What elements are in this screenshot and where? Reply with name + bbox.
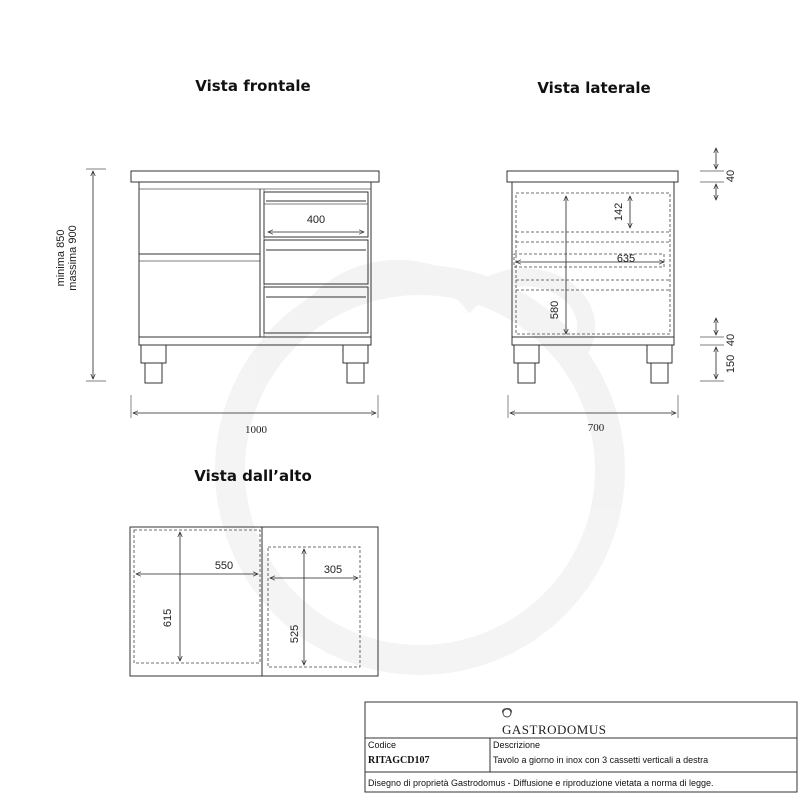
side-drawer-height-label: 142 <box>613 202 625 222</box>
ownership-footer: Disegno di proprietà Gastrodomus - Diffusione e riproduzione vietata a norma di legge. <box>368 778 714 788</box>
top-left-width-label: 550 <box>214 560 234 572</box>
code-label: Codice <box>368 740 397 750</box>
front-total-width-label: 1000 <box>245 424 267 436</box>
top-left-depth-label: 615 <box>162 608 174 628</box>
brand-name: GASTRODOMUS <box>502 722 607 737</box>
side-inner-depth-label: 635 <box>616 253 636 265</box>
description-label: Descrizione <box>493 740 541 750</box>
side-view-title: Vista laterale <box>537 79 651 97</box>
top-thickness-label: 40 <box>725 169 737 183</box>
front-drawer-width-label: 400 <box>306 214 326 226</box>
height-max-label: massima 900 <box>67 225 79 291</box>
height-min-label: minima 850 <box>55 229 67 287</box>
top-drawer-width-label: 305 <box>323 564 343 576</box>
side-inner-height-label: 580 <box>549 300 561 320</box>
top-view-title: Vista dall’alto <box>194 467 312 485</box>
top-drawer-depth-label: 525 <box>289 624 301 644</box>
code-value: RITAGCD107 <box>368 755 430 766</box>
side-total-depth-label: 700 <box>587 422 605 434</box>
watermark-logo <box>230 269 610 660</box>
bottom-shelf-label: 40 <box>725 333 737 347</box>
front-view-title: Vista frontale <box>195 77 311 95</box>
foot-height-label: 150 <box>725 354 737 374</box>
description-value: Tavolo a giorno in inox con 3 cassetti verticali a destra <box>493 755 709 765</box>
